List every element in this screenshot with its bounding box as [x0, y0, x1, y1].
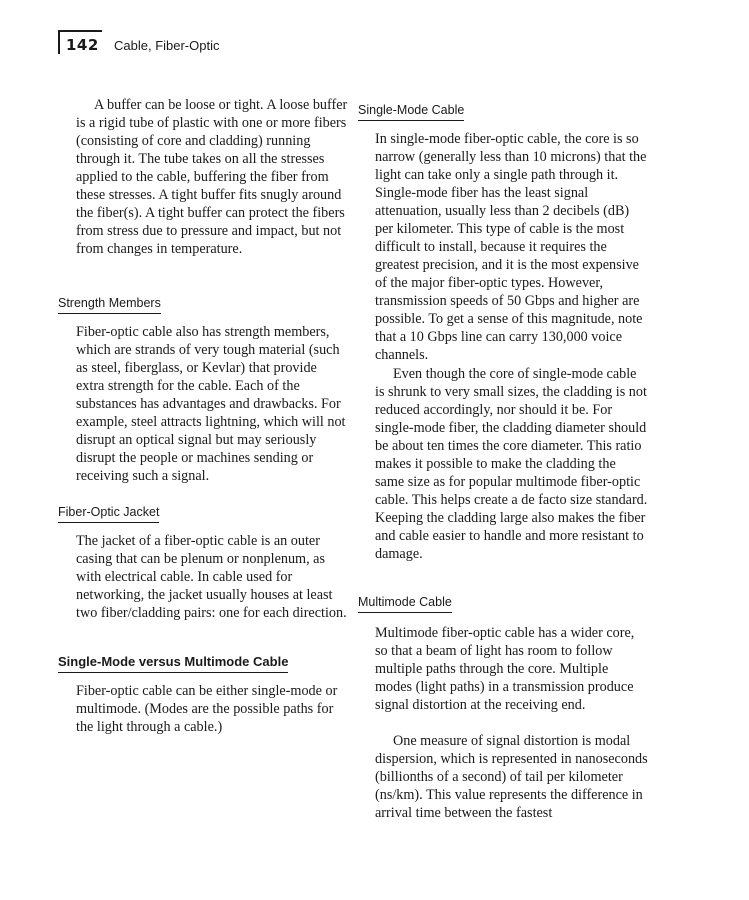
heading-single-mode-versus-multimode: Single-Mode versus Multimode Cable	[58, 654, 288, 673]
paragraph-multimode-cable-2: One measure of signal distortion is modal dispersion, which is represented in nanoseconds (billionths of a second) of tail per kilometer (ns/km). This value represents the difference in arrival time between the fastest	[375, 733, 648, 821]
running-title: Cable, Fiber-Optic	[114, 38, 220, 53]
paragraph-strength-members: Fiber-optic cable also has strength members, which are strands of very tough material (such as steel, fiberglass, or Kevlar) that provide extra strength for the cable. Each of the substances has advantages and drawbacks. For example, steel attracts lightning, which will not disrupt an optical signal but may seriously disrupt the people or machines sending or receiving such a signal.	[76, 324, 346, 484]
header-rule-horizontal	[58, 30, 102, 32]
paragraph-single-mode-cable-1: In single-mode fiber-optic cable, the core is so narrow (generally less than 10 microns) that the light can take only a single path through it. Single-mode fiber has the least signal attenuation, usually less than 2 decibels (dB) per kilometer. This type of cable is the most difficult to install, because it requires the greatest precision, and it is the most expensive of the major fiber-optic types. However, transmission speeds of 50 Gbps and higher are possible. To get a sense of this magnitude, note that a 10 Gbps line can carry 130,000 voice channels.	[375, 131, 647, 363]
paragraph-fiber-optic-jacket: The jacket of a fiber-optic cable is an outer casing that can be plenum or nonplenum, as with electrical cable. In cable used for networking, the jacket usually houses at least two fiber/cladding pairs: one for each direction.	[76, 533, 347, 621]
heading-strength-members: Strength Members	[58, 296, 161, 314]
paragraph-buffer: A buffer can be loose or tight. A loose buffer is a rigid tube of plastic with one or more fibers (consisting of core and cladding) running through it. The tube takes on all the stresses applied to the cable, buffering the fiber from these stresses. A tight buffer fits snugly around the fiber(s). A tight buffer can protect the fibers from stress due to pressure and impact, but not from changes in temperature.	[76, 97, 348, 257]
paragraph-single-mode-cable-2: Even though the core of single-mode cable is shrunk to very small sizes, the cladding is not reduced accordingly, nor should it be. For single-mode fiber, the cladding diameter should be about ten times the core diameter. This ratio makes it possible to make the cladding the same size as for popular multimode fiber-optic cable. This helps create a de facto size standard. Keeping the cladding large also makes the fiber and cable easier to handle and more resistant to damage.	[375, 366, 648, 562]
heading-single-mode-cable: Single-Mode Cable	[358, 103, 464, 121]
heading-multimode-cable: Multimode Cable	[358, 595, 452, 613]
header-rule-vertical	[58, 30, 60, 54]
paragraph-single-mode-versus-multimode: Fiber-optic cable can be either single-mode or multimode. (Modes are the possible paths for the light through a cable.)	[76, 683, 338, 735]
paragraph-multimode-cable-1: Multimode fiber-optic cable has a wider core, so that a beam of light has room to follow multiple paths through the core. Multiple modes (light paths) in a transmission produce signal distortion at the receiving end.	[375, 625, 635, 713]
page-number: 142	[66, 36, 99, 54]
heading-fiber-optic-jacket: Fiber-Optic Jacket	[58, 505, 159, 523]
